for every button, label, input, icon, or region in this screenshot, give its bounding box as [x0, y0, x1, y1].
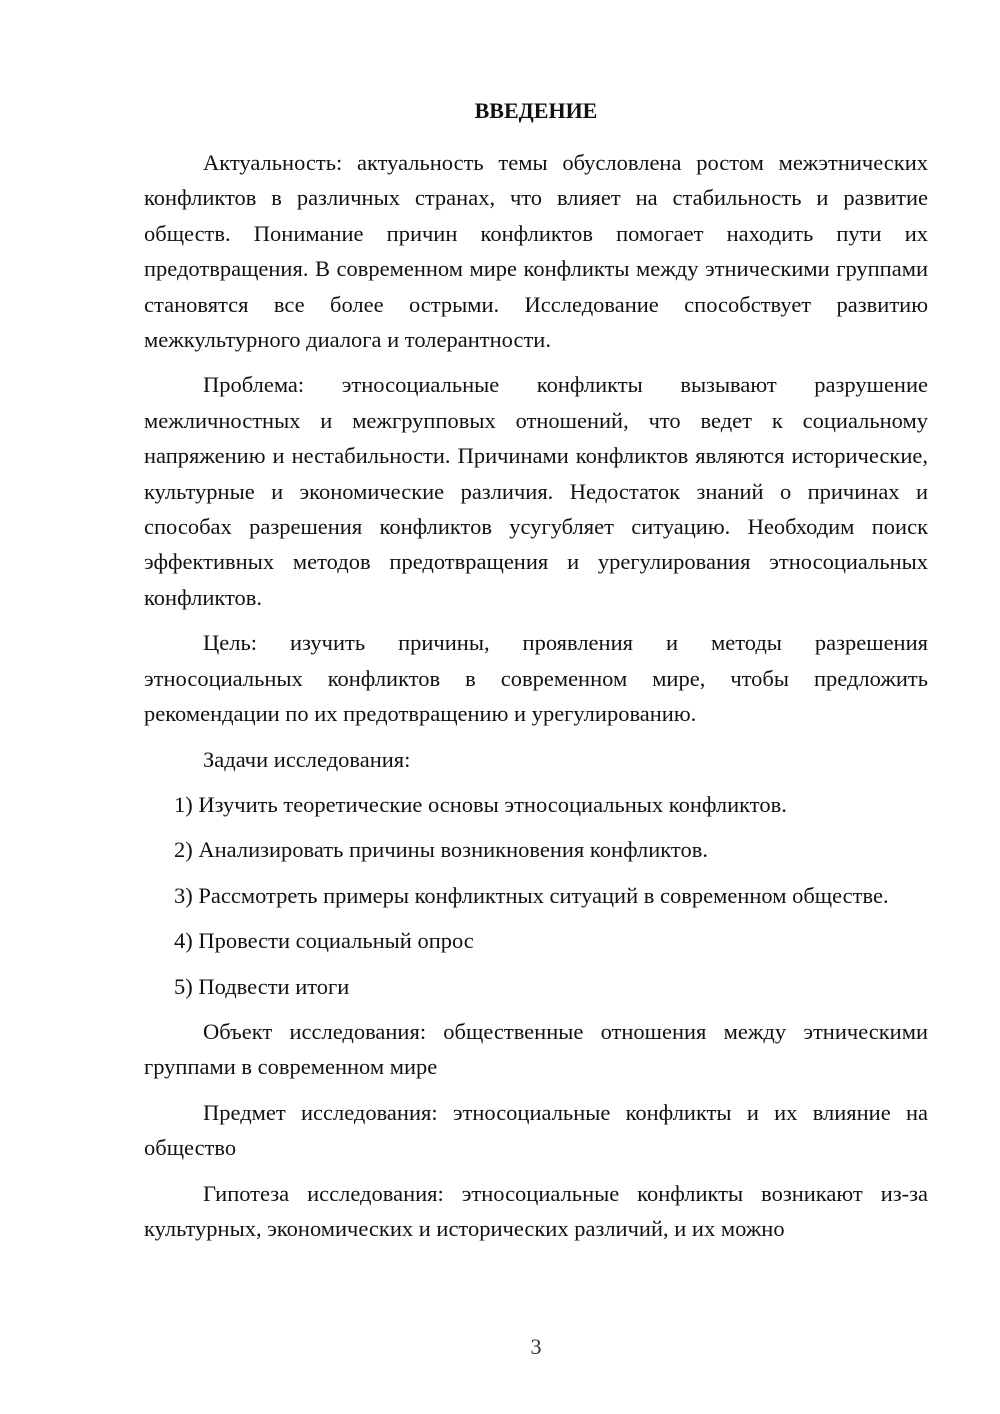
task-item: 1) Изучить теоретические основы этносоциальных конфликтов.: [174, 791, 787, 817]
task-item: 5) Подвести итоги: [174, 973, 350, 999]
tasks-heading: Задачи исследования:: [203, 746, 411, 772]
paragraph-hypothesis: Гипотеза исследования: этносоциальные конфликты возникают из-за культурных, экономических и исторических различий, и их можно: [144, 1180, 928, 1241]
page-number: 3: [530, 1334, 542, 1359]
paragraph-problem: Проблема: этносоциальные конфликты вызывают разрушение межличностных и межгрупповых отношений, что ведет к социальному напряжению и нестабильности. Причинами конфликтов являются исторические, культурные и экономические различия. Недостаток знаний о причинах и способах разрешения конфликтов усугубляет ситуацию. Необходим поиск эффективных методов предотвращения и урегулирования этносоциальных конфликтов.: [144, 372, 928, 610]
paragraph-object: Объект исследования: общественные отношения между этническими группами в современном мире: [144, 1018, 928, 1080]
paragraph-subject: Предмет исследования: этносоциальные конфликты и их влияние на общество: [144, 1099, 928, 1161]
task-item: 3) Рассмотреть примеры конфликтных ситуаций в современном обществе.: [174, 882, 889, 908]
paragraph-relevance: Актуальность: актуальность темы обусловлена ростом межэтнических конфликтов в различных странах, что влияет на стабильность и развитие обществ. Понимание причин конфликтов помогает находить пути их предотвращения. В современном мире конфликты между этническими группами становятся все более острыми. Исследование способствует развитию межкультурного диалога и толерантности.: [144, 150, 928, 353]
document-page: [144, 96, 928, 1256]
paragraph-goal: Цель: изучить причины, проявления и методы разрешения этносоциальных конфликтов в современном мире, чтобы предложить рекомендации по их предотвращению и урегулированию.: [144, 630, 928, 727]
task-item: 4) Провести социальный опрос: [174, 928, 474, 954]
document-title: ВВЕДЕНИЕ: [474, 98, 598, 123]
task-item: 2) Анализировать причины возникновения конфликтов.: [174, 837, 708, 863]
